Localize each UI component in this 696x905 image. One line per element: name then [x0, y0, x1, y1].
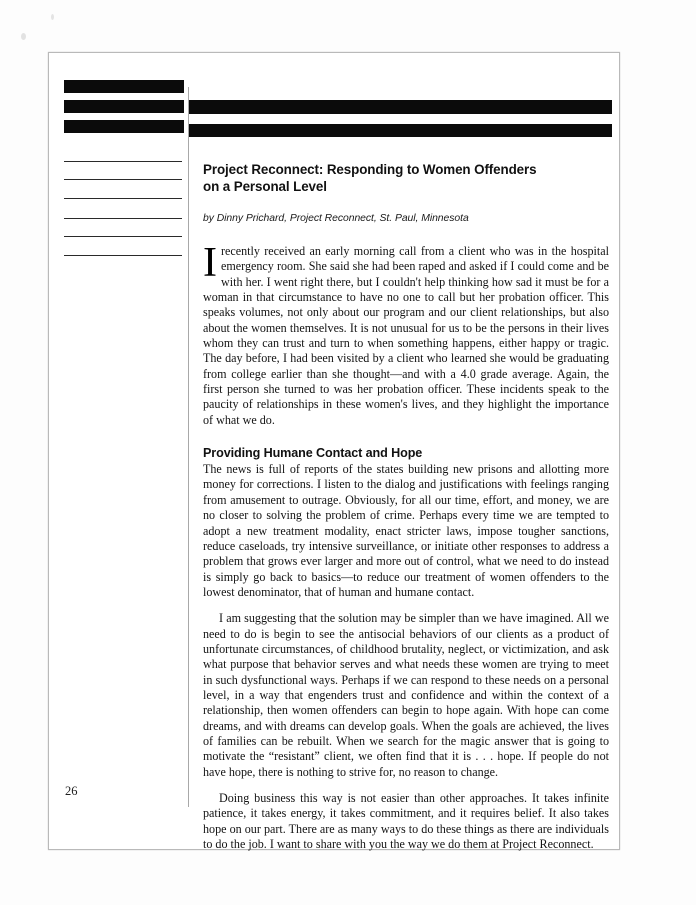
redaction-bar-left-2 [64, 100, 184, 113]
sidebar-rule-2 [64, 179, 182, 180]
scan-speck [21, 33, 26, 40]
article-byline: by Dinny Prichard, Project Reconnect, St. Paul, Minnesota [203, 213, 469, 224]
body-paragraph-4: Doing business this way is not easier than other approaches. It takes infinite patience, it takes energy, it takes commitment, and it requires belief. It also takes hope on our part. There are as many ways to do these things as there are individuals to do the job. I want to share with you the way we do them at Project Reconnect. [203, 791, 609, 852]
lede-paragraph: Irecently received an early morning call from a client who was in the hospital emergency room. She said she had been raped and asked if I could come and be with her. I went right there, but I couldn't help thinking how sad it must be for a woman in that circumstance to have no one to call but her probation officer. This speaks volumes, not only about our program and our client relationships, but also about the women themselves. It is not unusual for us to be the persons in their lives whom they can trust and turn to when something happens, either happy or tragic. The day before, I had been visited by a client who learned she would be graduating from college earlier than she thought—and with a 4.0 grade average. Again, the first person she turned to was her probation officer. These incidents speak to the paucity of relationships in these women's lives, and they highlight the importance of what we do. [203, 240, 609, 427]
sidebar-rule-4 [64, 218, 182, 219]
scan-speck [51, 14, 54, 20]
redaction-bar-right-1 [189, 100, 612, 114]
sidebar-rule-1 [64, 161, 182, 162]
body-paragraph-3: I am suggesting that the solution may be simpler than we have imagined. All we need to do is begin to see the antisocial behaviors of our clients as a product of unfortunate circumstances, of childhood brutality, neglect, or victimization, and ask what purpose that behavior serves and what needs these women are trying to meet in such dysfunctional ways. Perhaps if we can respond to these needs on a personal level, in a way that engenders trust and confidence and within the context of a relationship, then women offenders can begin to hope again. With hope can come dreams, and with dreams can develop goals. When the goals are achieved, the lives of families can be rebuilt. When we search for the magic answer that is going to motivate the “resistant” client, we often find that it is . . . hope. If people do not have hope, there is nothing to strive for, no reason to change. [203, 611, 609, 779]
section-heading-providing-humane-contact-and-hope: Providing Humane Contact and Hope [203, 446, 423, 461]
sidebar-rule-3 [64, 198, 182, 199]
redaction-bar-left-3 [64, 120, 184, 133]
redaction-bar-left-1 [64, 80, 184, 93]
article-column [203, 161, 609, 852]
scanned-page-sheet [48, 52, 620, 850]
redaction-bar-right-2 [189, 124, 612, 137]
body-paragraph-2: The news is full of reports of the states building new prisons and allotting more money for corrections. I listen to the dialog and justifications with feelings ranging from amusement to outrage. Obviously, for all our time, effort, and money, we are no closer to solving the problem of crime. Perhaps every time we are tempted to adopt a new treatment modality, enact stricter laws, impose tougher sanctions, reduce caseloads, try intensive surveillance, or initiate other responses to address a problem that grows ever larger and more out of control, what we need to do instead is simply go back to basics—to reduce our treatment of women offenders to the lowest denominator, that of human and humane contact. [203, 462, 609, 599]
page-number: 26 [65, 784, 78, 798]
sidebar-rule-5 [64, 236, 182, 237]
sidebar-rule-6 [64, 255, 182, 256]
article-title: Project Reconnect: Responding to Women Offenders on a Personal Level [203, 162, 537, 194]
column-divider-rule [188, 87, 189, 807]
